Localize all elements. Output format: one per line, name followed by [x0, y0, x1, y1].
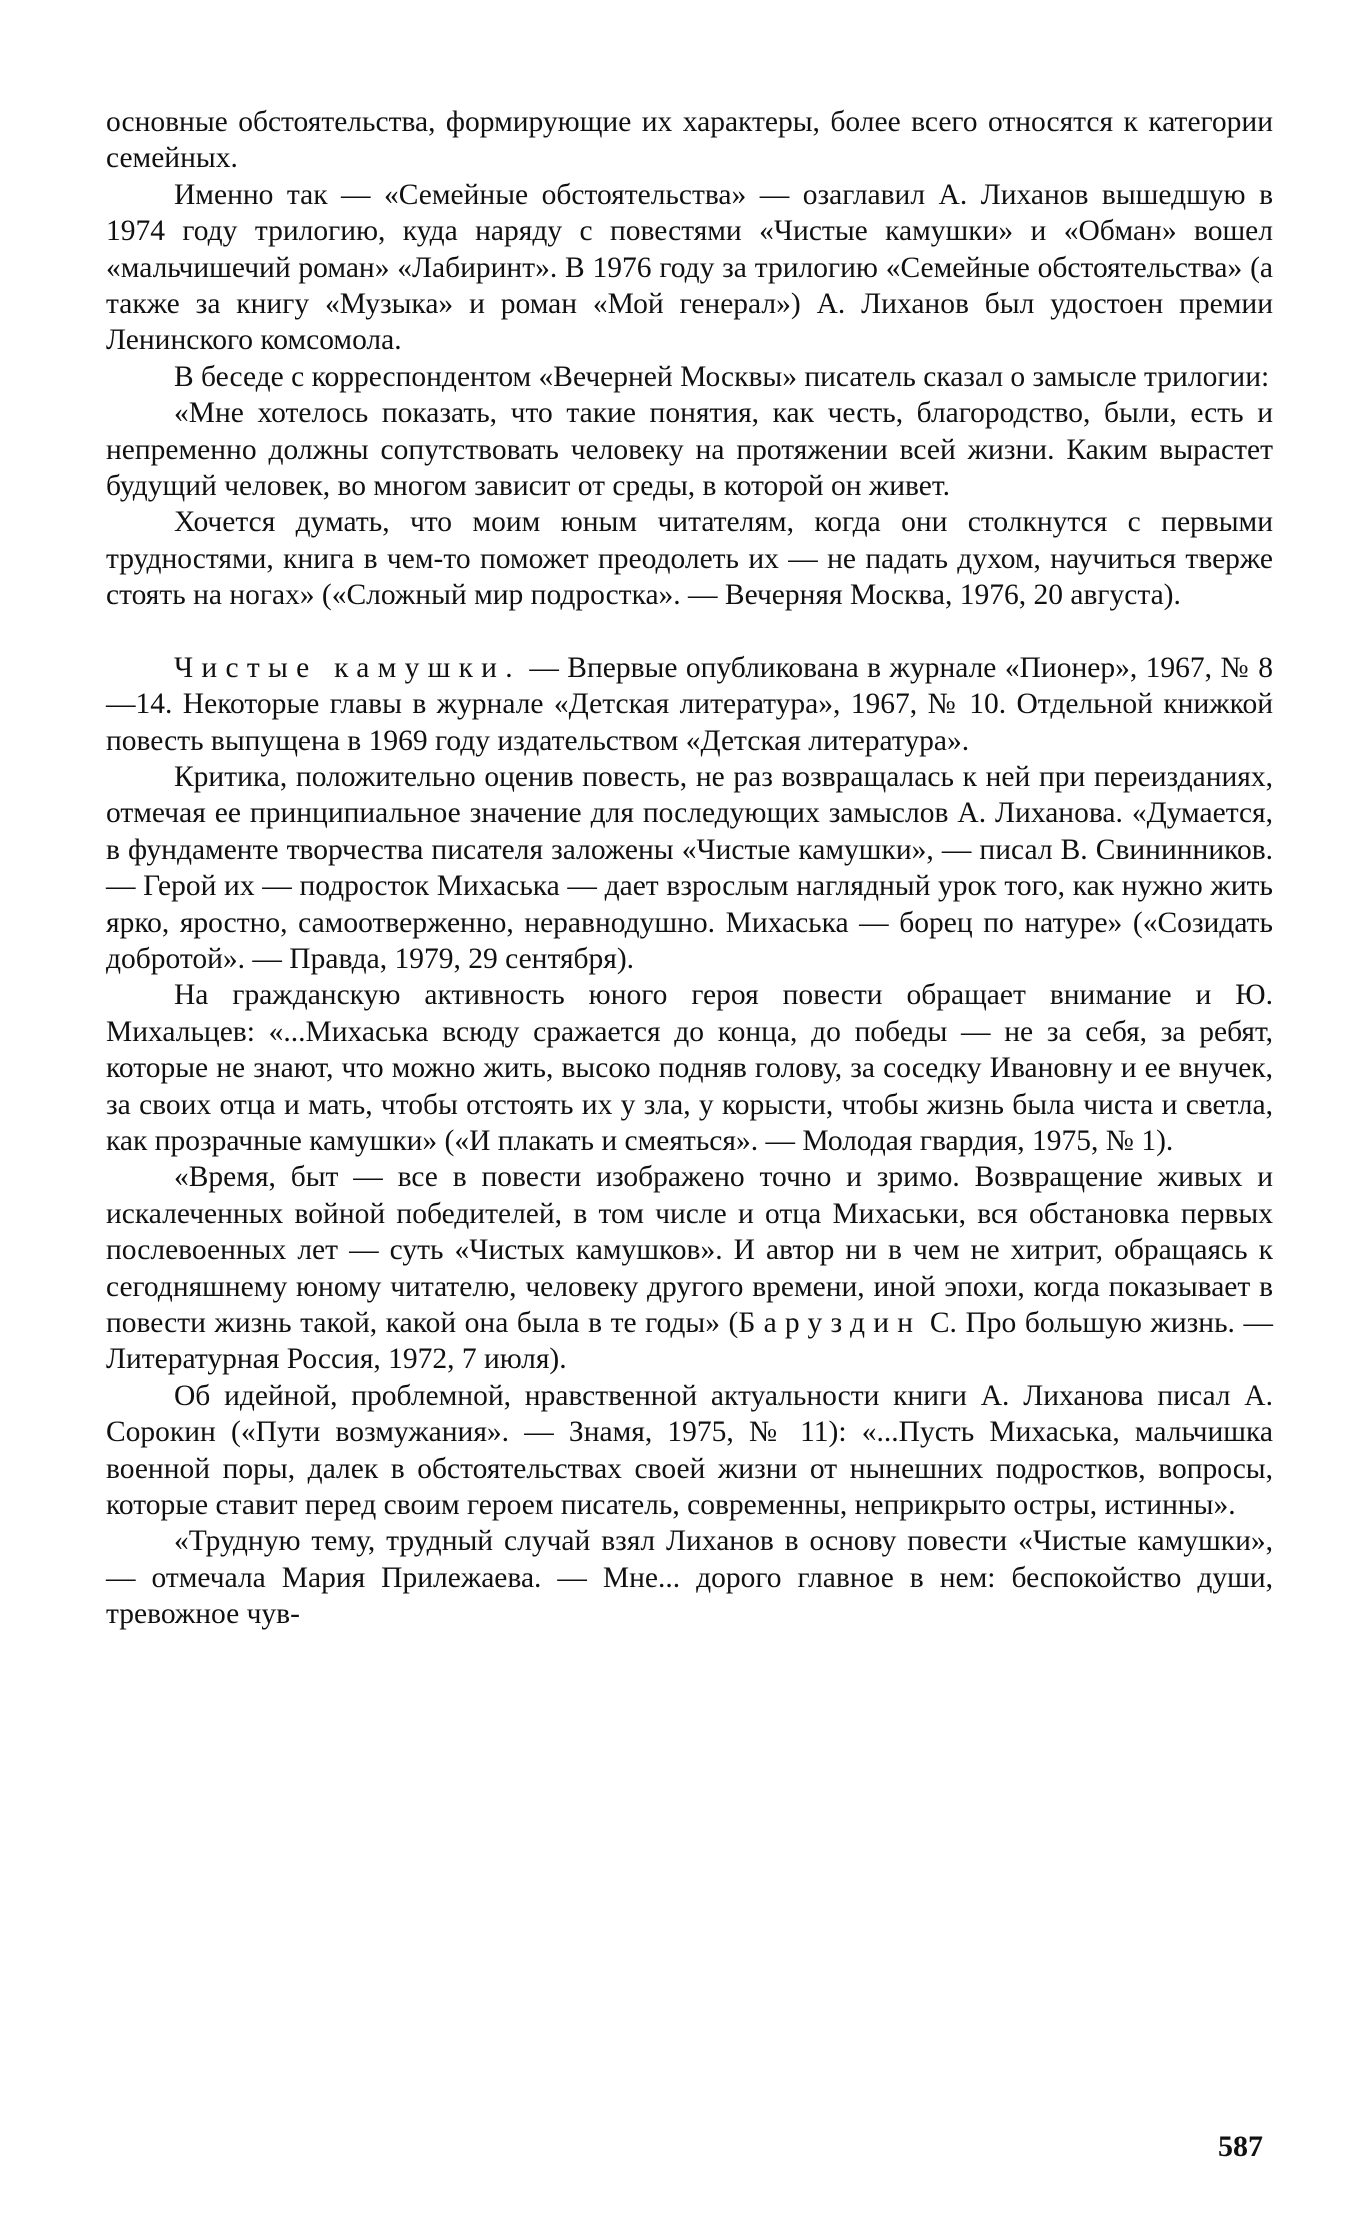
paragraph-text: В беседе с корреспондентом «Вечерней Москвы» писатель сказал о замысле трилогии: [174, 360, 1270, 393]
paragraph-3 [106, 359, 1273, 395]
page-number: 587 [1218, 2130, 1263, 2163]
page-body [106, 104, 1273, 1633]
paragraph-10 [106, 1378, 1273, 1524]
author-name: Баруздин [738, 1307, 922, 1339]
paragraph-text: Об идейной, проблемной, нравственной актуальности книги А. Лиханова писал А. Сорокин («Пути возмужания». — Знамя, 1975, № 11): «...Пусть Михаська, мальчишка военной поры, далек в обстоятельствах своей жизни от нынешних подростков, вопросы, которые ставит перед своим героем писатель, современны, неприкрыто остры, истинны». [106, 1379, 1273, 1522]
paragraph-11 [106, 1523, 1273, 1632]
paragraph-text: Критика, положительно оценив повесть, не раз возвращалась к ней при переизданиях, отмечая ее принципиальное значение для последующих замыслов А. Лиханова. «Думается, в фундаменте творчества писателя заложены «Чистые камушки», — писал В. Свининников. — Герой их — подросток Михаська — дает взрослым наглядный урок того, как нужно жить ярко, яростно, самоотверженно, неравнодушно. Михаська — борец по натуре» («Созидать добротой». — Правда, 1979, 29 сентября). [106, 760, 1273, 975]
paragraph-1 [106, 104, 1273, 177]
paragraph-text: Хочется думать, что моим юным читателям, когда они столкнутся с первыми трудностями, книга в чем-то поможет преодолеть их — не падать духом, научиться тверже стоять на ногах» («Сложный мир подростка». — Вечерняя Москва, 1976, 20 августа). [106, 506, 1273, 612]
paragraph-text: основные обстоятельства, формирующие их характеры, более всего относятся к категории семейных. [106, 106, 1273, 175]
quote-paragraph-2 [106, 504, 1273, 613]
paragraph-text: На гражданскую активность юного героя повести обращает внимание и Ю. Михальцев: «...Михаська всюду сражается до конца, до победы — не за себя, за ребят, которые не знают, что можно жить, высоко подняв голову, за соседку Ивановну и ее внучек, за своих отца и мать, чтобы отстоять их у зла, у корысти, чтобы жизнь была чиста и светла, как прозрачные камушки» («И плакать и смеяться». — Молодая гвардия, 1975, № 1). [106, 979, 1273, 1157]
paragraph-text: «Время, быт — все в повести изображено точно и зримо. Возвращение живых и искалеченных войной победителей, в том числе и отца Михаськи, вся обстановка первых послевоенных лет — суть «Чистых камушков». И автор ни в чем не хитрит, обращаясь к сегодняшнему юному читателю, человеку другого времени, иной эпохи, когда показывает в повести жизнь такой, какой она была в те годы» ( [106, 1161, 1273, 1339]
quote-paragraph-1 [106, 395, 1273, 504]
section-title: Чистые камушки. [174, 651, 521, 684]
paragraph-text-after: С. Про большую жизнь. — Литературная Россия, 1972, 7 июля). [106, 1307, 1273, 1376]
paragraph-text: «Трудную тему, трудный случай взял Лиханов в основу повести «Чистые камушки», — отмечала Мария Прилежаева. — Мне... дорого главное в нем: беспокойство души, тревожное чув- [106, 1525, 1273, 1631]
paragraph-2 [106, 177, 1273, 359]
paragraph-8 [106, 977, 1273, 1159]
paragraph-9 [106, 1159, 1273, 1377]
paragraph-text: «Мне хотелось показать, что такие понятия, как честь, благородство, были, есть и непременно должны сопутствовать человеку на протяжении всей жизни. Каким вырастет будущий человек, во многом зависит от среды, в которой он живет. [106, 397, 1273, 503]
paragraph-text: — Впервые опубликована в журнале «Пионер», 1967, № 8—14. Некоторые главы в журнале «Детская литература», 1967, № 10. Отдельной книжкой повесть выпущена в 1969 году издательством «Детская литература». [106, 651, 1273, 757]
paragraph-7 [106, 759, 1273, 977]
section-heading-paragraph [106, 650, 1273, 759]
paragraph-text: Именно так — «Семейные обстоятельства» — озаглавил А. Лиханов вышедшую в 1974 году трилогию, куда наряду с повестями «Чистые камушки» и «Обман» вошел «мальчишечий роман» «Лабиринт». В 1976 году за трилогию «Семейные обстоятельства» (а также за книгу «Музыка» и роман «Мой генерал») А. Лиханов был удостоен премии Ленинского комсомола. [106, 178, 1273, 357]
